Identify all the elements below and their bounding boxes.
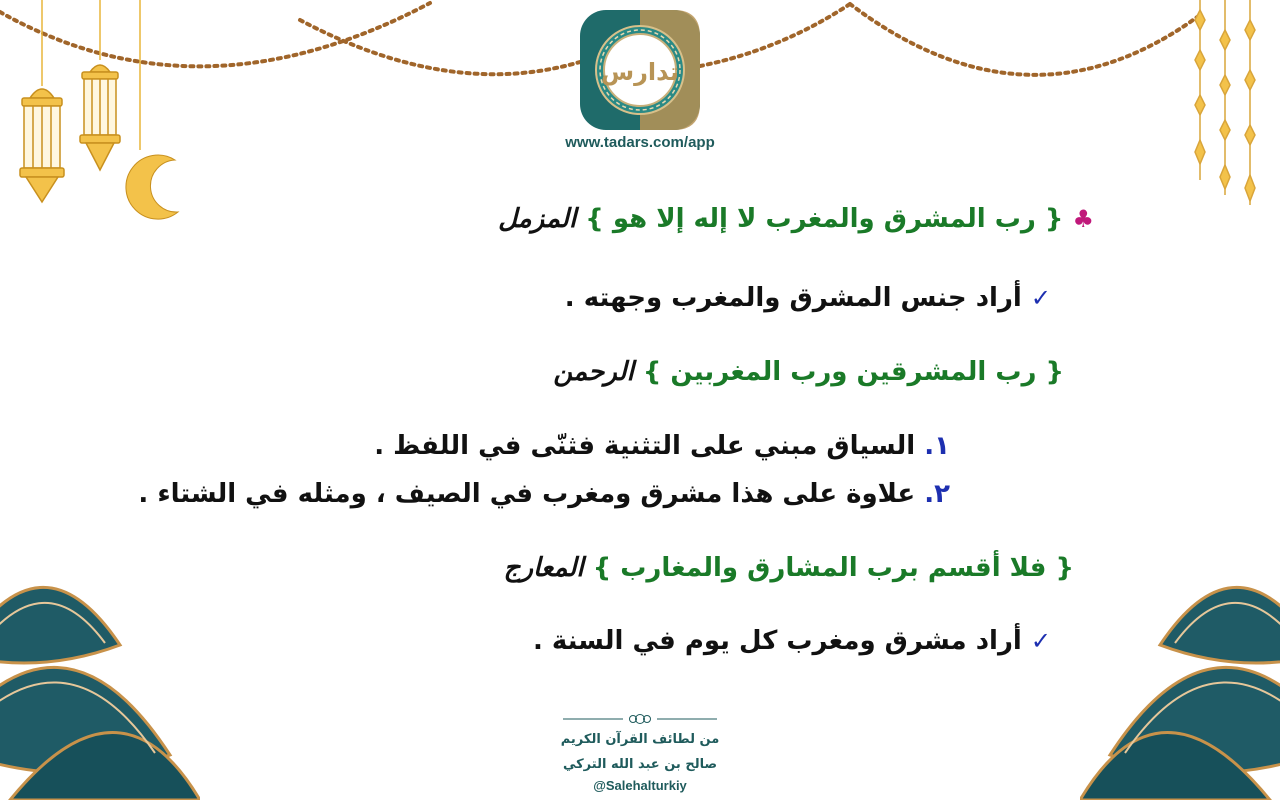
list-item-text: علاوة على هذا مشرق ومغرب في الصيف ، ومثله في الشتاء . (138, 479, 916, 509)
sura-name: المعارج (503, 553, 584, 583)
note-text: أراد مشرق ومغرب كل يوم في السنة . (532, 626, 1022, 656)
club-bullet-icon: ♣ (1072, 205, 1094, 233)
floral-corner-right-icon (1080, 525, 1280, 800)
verse-muzzammil (498, 204, 1094, 234)
verse-text: { فلا أقسم برب المشارق والمغارب } (592, 553, 1074, 583)
note-text: أراد جنس المشرق والمغرب وجهته . (564, 283, 1022, 313)
footer-series-title: من لطائف القرآن الكريم (560, 732, 720, 747)
tadars-logo[interactable] (578, 8, 702, 132)
note-direction (565, 283, 1051, 313)
verse-rahman (553, 357, 1064, 387)
logo-text: تدارس (600, 58, 680, 86)
sura-name: المزمل (498, 204, 577, 234)
list-item-text: السياق مبني على التثنية فثنّى في اللفظ . (374, 431, 916, 461)
sura-name: الرحمن (553, 357, 634, 387)
checkmark-icon: ✓ (1030, 284, 1051, 312)
footer-twitter-handle[interactable]: @Salehalturkiy (593, 778, 687, 793)
verse-text: { رب المشرقين ورب المغربين } (642, 357, 1064, 387)
footer-ornament-divider (563, 712, 717, 726)
bead-garland-right (700, 0, 1200, 90)
list-item (138, 479, 950, 509)
verse-maarij (504, 553, 1074, 583)
app-url-link[interactable]: www.tadars.com/app (565, 134, 715, 151)
floral-corner-left-icon (0, 525, 200, 800)
verse-text: { رب المشرق والمغرب لا إله إلا هو } (585, 204, 1064, 234)
list-number: ١. (924, 431, 950, 461)
list-number: ٢. (924, 479, 950, 509)
hanging-pendants-icon (1185, 0, 1280, 215)
footer-author: صالح بن عبد الله التركي (562, 757, 718, 772)
list-item (374, 431, 950, 461)
note-every-day (533, 626, 1051, 656)
checkmark-icon: ✓ (1030, 627, 1051, 655)
lanterns-crescent-icon (0, 0, 190, 220)
